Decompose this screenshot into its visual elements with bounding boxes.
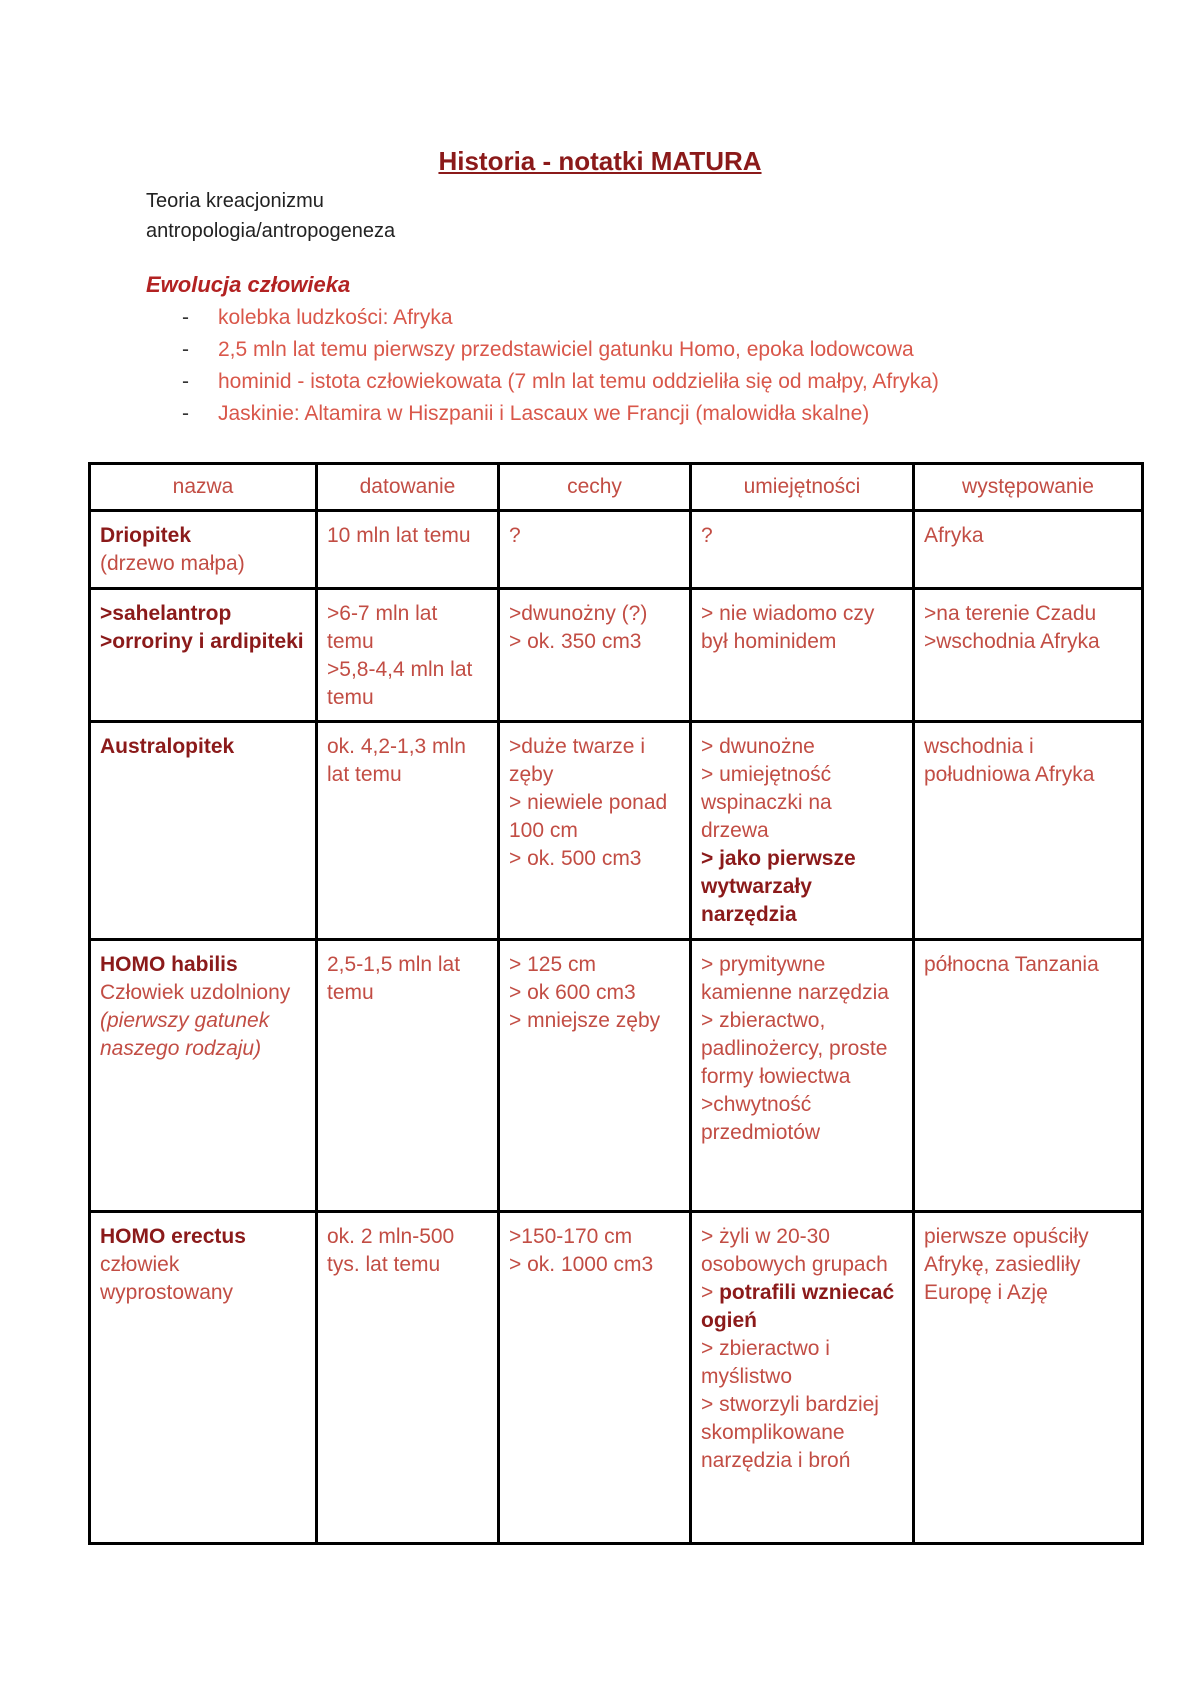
bullet-dash: - [182,402,189,425]
list-item-text: 2,5 mln lat temu pierwszy przedstawiciel gatunku Homo, epoka lodowcowa [218,338,914,361]
table-header-row [90,464,1143,511]
trait-line: > ok 600 cm3 [509,981,636,1004]
cell-name [90,1212,317,1544]
cell-name [90,722,317,940]
header-cechy: cechy [499,464,691,511]
list-item-text: kolebka ludzkości: Afryka [218,306,453,329]
species-name: Australopitek [100,735,235,758]
table-row [90,511,1143,589]
cell-location: północna Tanzania [914,940,1143,1212]
skill-line: > prymitywne kamienne narzędzia [701,953,889,1004]
section-heading: Ewolucja człowieka [146,272,351,297]
trait-line: > ok. 500 cm3 [509,847,642,870]
cell-skills: > nie wiadomo czy był hominidem [691,589,914,722]
list-item [146,398,939,430]
cell-location: pierwsze opuściły Afrykę, zasiedliły Europę i Azję [914,1212,1143,1544]
cell-skills [691,940,914,1212]
header-umiejetnosci: umiejętności [691,464,914,511]
list-item-text: Jaskinie: Altamira w Hiszpanii i Lascaux we Francji (malowidła skalne) [218,402,870,425]
evolution-table [88,462,1144,1545]
bullet-list [146,302,939,430]
skill-line: > zbieractwo, padlinożercy, proste formy łowiectwa [701,1009,888,1088]
trait-line: > mniejsze zęby [509,1009,661,1032]
cell-location [914,589,1143,722]
header-datowanie: datowanie [317,464,499,511]
cell-date [317,589,499,722]
bullet-dash: - [182,370,189,393]
date-line: >5,8-4,4 mln lat temu [327,658,473,709]
skill-line-bold: > jako pierwsze wytwarzały narzędzia [701,847,856,926]
list-item-text: hominid - istota człowiekowata (7 mln lat temu oddzieliła się od małpy, Afryka) [218,370,939,393]
table-row [90,589,1143,722]
species-name: >orroriny i ardipiteki [100,630,304,653]
skill-line-mixed [701,1279,904,1335]
intro-notes [146,186,395,246]
skill-line: > żyli w 20-30 osobowych grupach [701,1225,888,1276]
trait-line: >150-170 cm [509,1225,633,1248]
table-row [90,722,1143,940]
cell-name [90,940,317,1212]
cell-traits: ? [499,511,691,589]
location-line: >na terenie Czadu [924,602,1097,625]
species-subtitle: (drzewo małpa) [100,552,245,575]
list-item [146,302,939,334]
header-nazwa: nazwa [90,464,317,511]
table-row [90,940,1143,1212]
cell-location: wschodnia i południowa Afryka [914,722,1143,940]
trait-line: > 125 cm [509,953,596,976]
species-note: (pierwszy gatunek naszego rodzaju) [100,1009,270,1060]
trait-line: > ok. 1000 cm3 [509,1253,654,1276]
cell-traits [499,722,691,940]
trait-line: > niewiele ponad 100 cm [509,791,668,842]
cell-skills [691,1212,914,1544]
species-name: >sahelantrop [100,602,232,625]
skill-line-bold: potrafili wzniecać ogień [701,1281,895,1332]
cell-date: 2,5-1,5 mln lat temu [317,940,499,1212]
cell-traits [499,589,691,722]
date-line: >6-7 mln lat temu [327,602,438,653]
skill-line: > dwunożne [701,735,815,758]
trait-line: >dwunożny (?) [509,602,648,625]
trait-line: > ok. 350 cm3 [509,630,642,653]
cell-skills [691,722,914,940]
table-row [90,1212,1143,1544]
species-name: Driopitek [100,524,192,547]
species-subtitle: człowiek wyprostowany [100,1253,234,1304]
intro-line: antropologia/antropogeneza [146,220,396,242]
species-subtitle: Człowiek uzdolniony [100,981,291,1004]
bullet-dash: - [182,338,189,361]
cell-skills: ? [691,511,914,589]
species-name: HOMO habilis [100,953,238,976]
cell-date: ok. 4,2-1,3 mln lat temu [317,722,499,940]
cell-date: ok. 2 mln-500 tys. lat temu [317,1212,499,1544]
cell-date: 10 mln lat temu [317,511,499,589]
cell-name [90,511,317,589]
skill-line: >chwytność przedmiotów [701,1093,821,1144]
cell-location: Afryka [914,511,1143,589]
header-wystepowanie: występowanie [914,464,1143,511]
skill-prefix: > [701,1281,720,1304]
location-line: >wschodnia Afryka [924,630,1100,653]
bullet-dash: - [182,306,189,329]
skill-line: > umiejętność wspinaczki na drzewa [701,763,832,842]
skill-line: > stworzyli bardziej skomplikowane narzędzia i broń [701,1393,879,1472]
trait-line: >duże twarze i zęby [509,735,645,786]
list-item [146,366,939,398]
cell-traits [499,1212,691,1544]
species-name: HOMO erectus [100,1225,246,1248]
cell-name [90,589,317,722]
intro-line: Teoria kreacjonizmu [146,190,324,212]
list-item [146,334,939,366]
page-title: Historia - notatki MATURA [438,146,762,176]
skill-line: > zbieractwo i myślistwo [701,1337,830,1388]
cell-traits [499,940,691,1212]
